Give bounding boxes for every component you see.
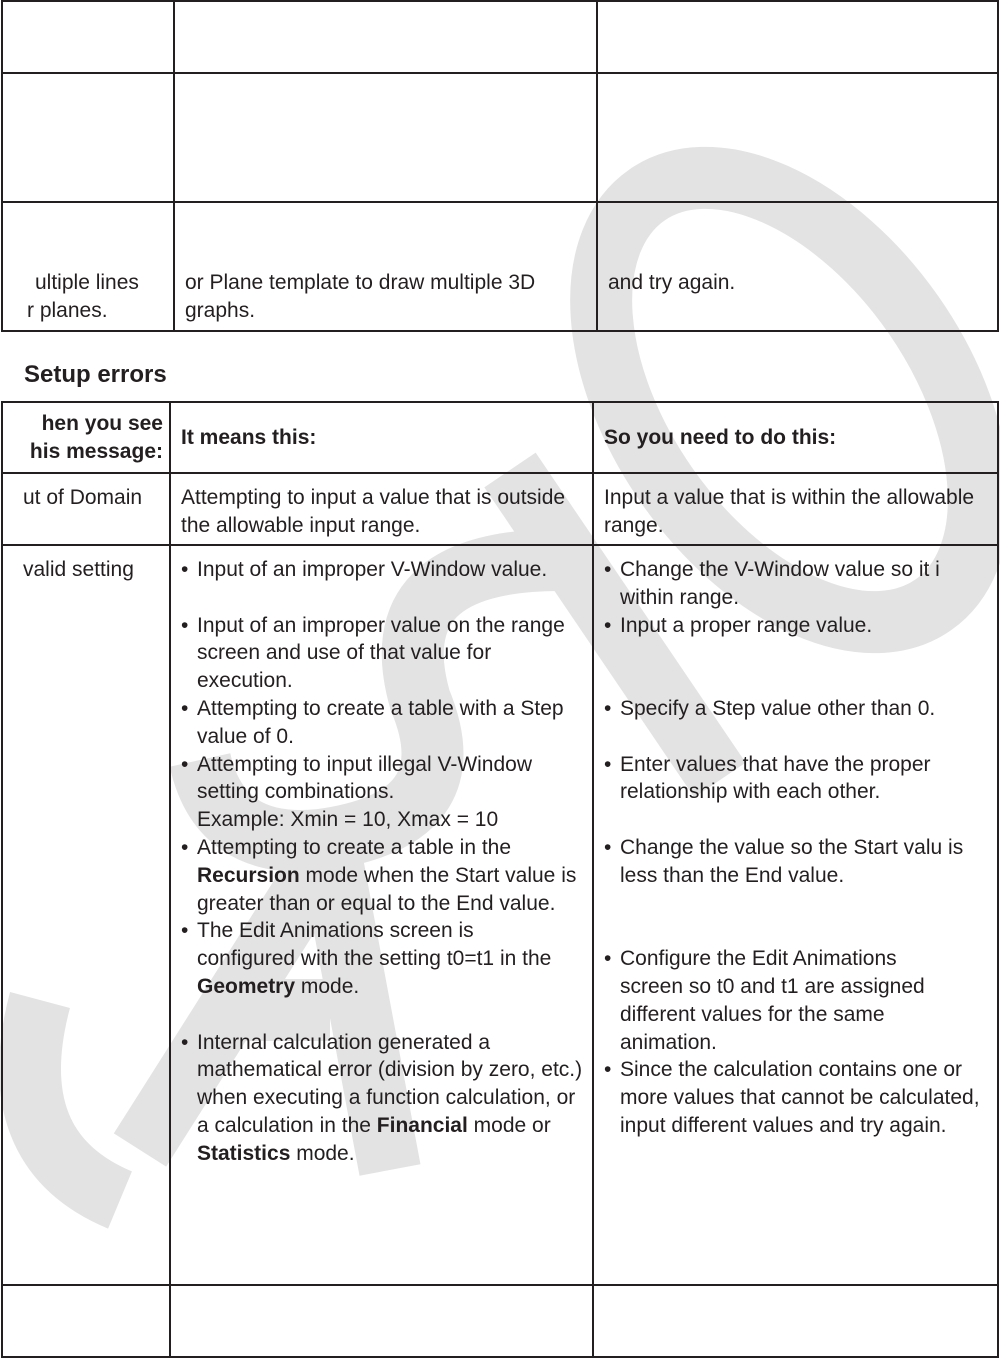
setup-errors-table <box>1 401 999 1358</box>
action-item: • Enter values that have the proper relationship with each other. <box>604 751 981 807</box>
action-cell <box>593 545 998 1285</box>
message-line: ultiple lines <box>35 271 139 294</box>
meaning-item: • Attempting to create a table with a Step value of 0. <box>181 695 588 751</box>
table-header-row <box>2 402 998 473</box>
meaning-text: or Plane template to draw multiple 3D graphs. <box>185 271 536 322</box>
action-text: and try again. <box>608 271 736 294</box>
meaning-item: • The Edit Animations screen is configured with the setting t0=t1 in the Geometry mode. <box>181 917 588 1000</box>
action-item: • Configure the Edit Animations screen so t0 and t1 are assigned different values for the same animation. <box>604 945 981 1056</box>
action-item: • Input a proper range value. <box>604 612 981 640</box>
table-row <box>2 1 998 73</box>
table-row <box>2 473 998 545</box>
table-row <box>2 1285 998 1357</box>
meaning-item: • Internal calculation generated a mathematical error (division by zero, etc.) when executing a function calculation, or a calculation in the Financial mode or Statistics mode. <box>181 1029 588 1168</box>
meaning-item: • Attempting to input illegal V-Window setting combinations. Example: Xmin = 10, Xmax = 10 <box>181 751 588 834</box>
header-means: It means this: <box>170 402 593 473</box>
header-action: So you need to do this: <box>593 402 998 473</box>
table-row <box>2 73 998 202</box>
action-cell: Input a value that is within the allowable range. <box>593 473 998 545</box>
message-line: r planes. <box>27 298 108 322</box>
section-title: Setup errors <box>24 361 167 388</box>
meaning-cell: Attempting to input a value that is outside the allowable input range. <box>170 473 593 545</box>
meaning-item: • Input of an improper value on the range screen and use of that value for execution. <box>181 612 588 695</box>
table-row <box>2 202 998 331</box>
action-item: • Specify a Step value other than 0. <box>604 695 981 723</box>
meaning-cell <box>170 545 593 1285</box>
meaning-item: • Input of an improper V-Window value. <box>181 556 588 584</box>
top-table <box>1 0 999 332</box>
header-message: hen you see his message: <box>2 402 170 473</box>
meaning-item: • Attempting to create a table in the Recursion mode when the Start value is greater than or equal to the End value. <box>181 834 588 917</box>
action-item: • Since the calculation contains one or more values that cannot be calculated, input different values and try again. <box>604 1056 981 1139</box>
action-item: • Change the value so the Start valu is less than the End value. <box>604 834 981 890</box>
message-cell: valid setting <box>2 545 170 1285</box>
action-item: • Change the V-Window value so it i within range. <box>604 556 981 612</box>
table-row <box>2 545 998 1285</box>
message-cell: ut of Domain <box>2 473 170 545</box>
